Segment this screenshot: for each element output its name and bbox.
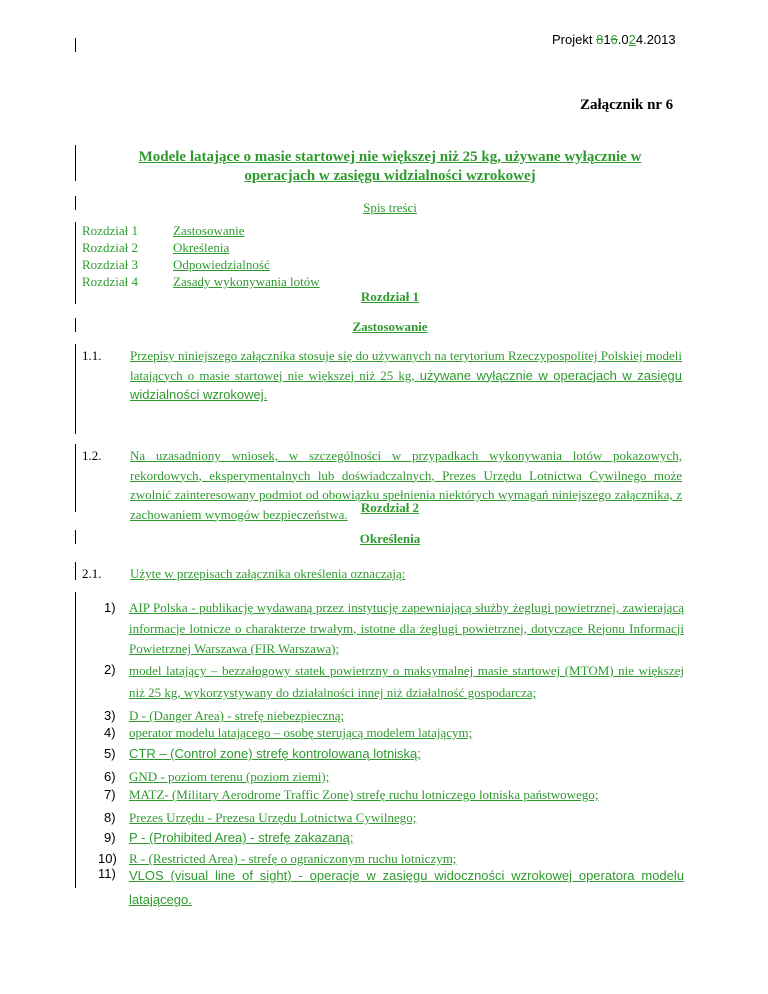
definition-item: 2) model latający – bezzałogowy statek powietrzny o maksymalnej masie startowej (MTOM) nie większej niż 25 kg, wykorzystywany do działalności innej niż działalność gospodarcza; bbox=[104, 662, 684, 700]
change-bar bbox=[75, 562, 76, 580]
chapter-2-heading: Rozdział 2 bbox=[360, 500, 420, 515]
change-bar bbox=[75, 530, 76, 544]
definition-item: 3) D - (Danger Area) - strefę niebezpieczną; bbox=[104, 708, 345, 723]
chapter-2-subheading: Określenia bbox=[359, 531, 421, 546]
change-bar bbox=[75, 196, 76, 210]
definition-item: 5) CTR – (Control zone) strefę kontrolowaną lotniską; bbox=[104, 746, 421, 761]
paragraph-2-1: 2.1. Użyte w przepisach załącznika określenia oznaczają: bbox=[82, 566, 406, 581]
definition-item: 4) operator modelu latającego – osobę sterującą modelem latającym; bbox=[104, 725, 473, 740]
project-header: Projekt 816.024.2013 bbox=[552, 32, 676, 47]
toc-row: Rozdział 3 Odpowiedzialność bbox=[82, 257, 270, 272]
change-bar bbox=[75, 222, 76, 304]
toc-title: Spis treści bbox=[363, 200, 417, 215]
definition-item: 9) P - (Prohibited Area) - strefę zakazaną; bbox=[104, 830, 354, 845]
chapter-1-subheading: Zastosowanie bbox=[352, 319, 428, 334]
definition-item: 7) MATZ- (Military Aerodrome Traffic Zone) strefę ruchu lotniczego lotniska państwowego; bbox=[104, 787, 599, 802]
definition-item: 8) Prezes Urzędu - Prezesa Urzędu Lotnictwa Cywilnego; bbox=[104, 810, 417, 825]
toc-row: Rozdział 2 Określenia bbox=[82, 240, 230, 255]
change-bar bbox=[75, 344, 76, 434]
change-bar bbox=[75, 592, 76, 888]
toc-row: Rozdział 4 Zasady wykonywania lotów bbox=[82, 274, 320, 289]
change-bar bbox=[75, 318, 76, 332]
change-bar bbox=[75, 145, 76, 181]
document-title: Modele latające o masie startowej nie większej niż 25 kg, używane wyłącznie w operacjach w zasięgu widzialności wzrokowej bbox=[138, 149, 642, 184]
chapter-1-heading: Rozdział 1 bbox=[360, 289, 420, 304]
paragraph-1-1: 1.1. Przepisy niniejszego załącznika stosuje się do używanych na terytorium Rzeczypospolitej Polskiej modeli latających o masie startowej nie większej niż 25 kg, używane wyłącznie w operacjach w zasięgu widzialności wzrokowej. bbox=[82, 348, 683, 402]
change-bar bbox=[75, 444, 76, 506]
change-bar bbox=[75, 38, 76, 52]
change-bar bbox=[75, 498, 76, 512]
definition-item: 6) GND - poziom terenu (poziom ziemi); bbox=[104, 769, 330, 784]
toc-row: Rozdział 1 Zastosowanie bbox=[82, 223, 245, 238]
definition-item: 11) VLOS (visual line of sight) - operacje w zasięgu widoczności wzrokowej operatora modelu latającego. bbox=[98, 866, 684, 907]
definition-item: 1) AIP Polska - publikację wydawaną przez instytucję zapewniającą służby żeglugi powietrznej, zawierającą informacje lotnicze o charakterze trwałym, istotne dla żeglugi powietrznej, dotyczące Rejonu Informacji Powietrznej Warszawa (FIR Warszawa); bbox=[104, 600, 684, 656]
paragraph-1-2: 1.2. Na uzasadniony wniosek, w szczególności w przypadkach wykonywania lotów pokazowych, rekordowych, eksperymentalnych lub doświadczalnych, Prezes Urzędu Lotnictwa Cywilnego może zwolnić zainteresowany podmiot od obowiązku spełnienia niektórych wymagań niniejszego załącznika, z zachowaniem wymogów bezpieczeństwa. bbox=[82, 448, 682, 522]
annex-title: Załącznik nr 6 bbox=[580, 97, 674, 113]
definition-item: 10) R - (Restricted Area) - strefę o ograniczonym ruchu lotniczym; bbox=[98, 851, 457, 866]
